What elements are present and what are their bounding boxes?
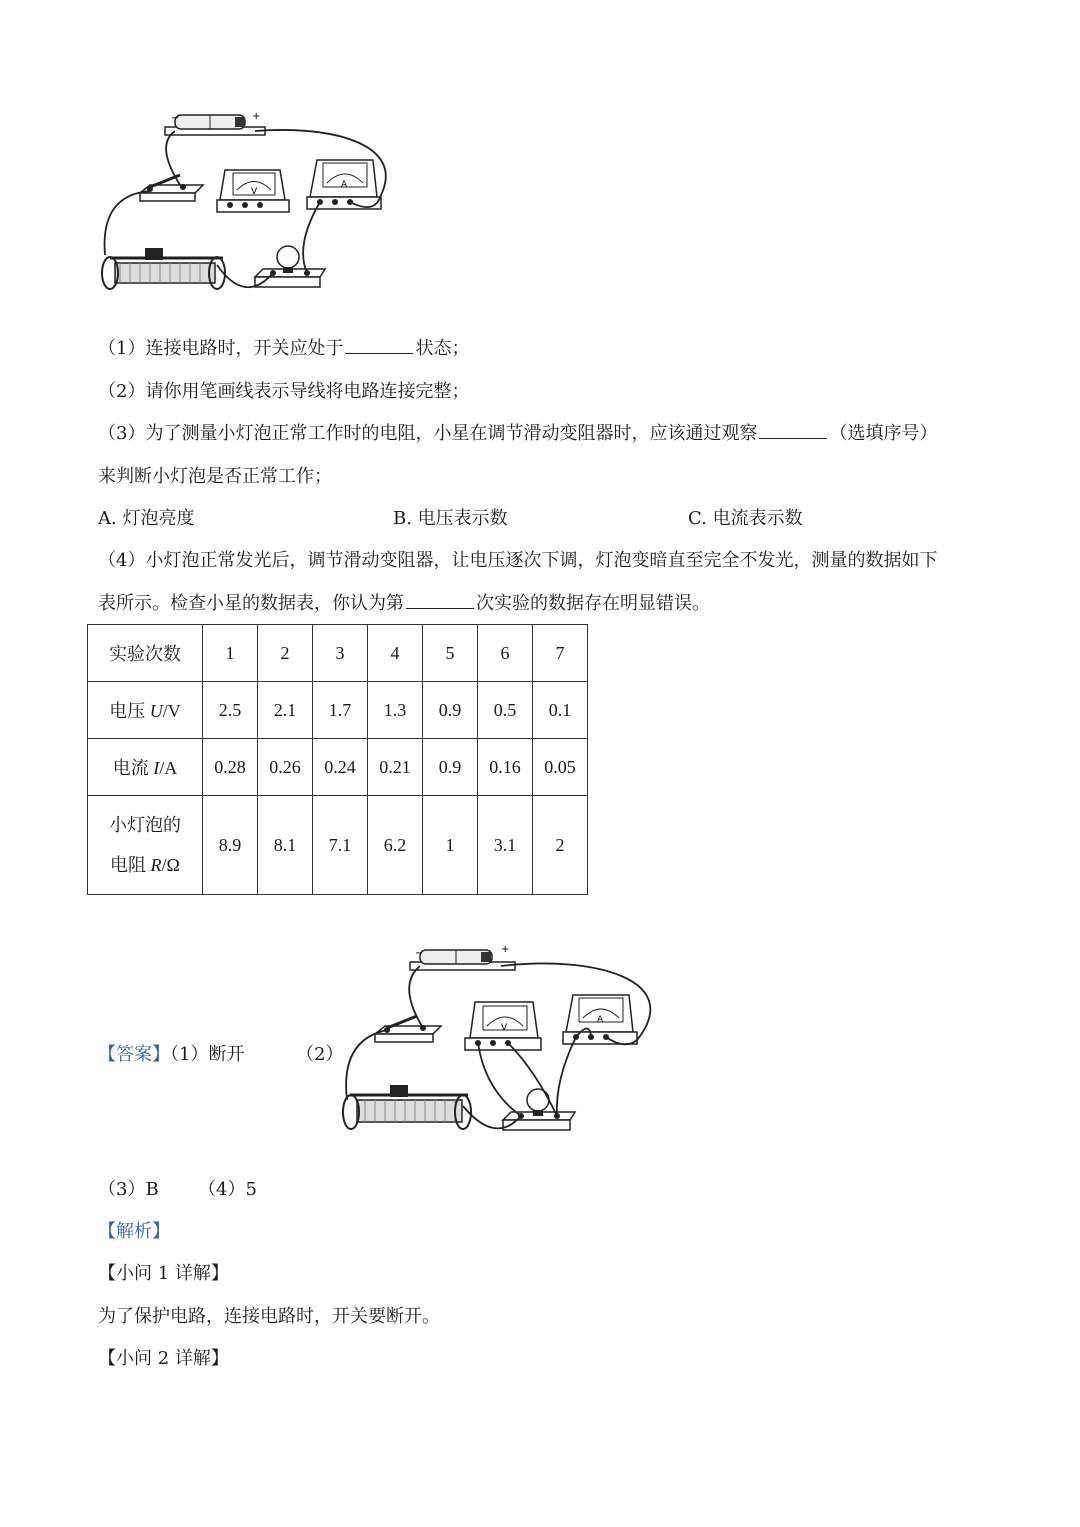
table-cell: 0.21	[368, 739, 423, 796]
table-row	[88, 739, 588, 796]
data-table	[87, 624, 588, 895]
q3-text-end: （选填序号）	[829, 423, 938, 444]
label-unit: /V	[162, 701, 181, 721]
q4-blank	[406, 607, 474, 609]
table-row	[88, 682, 588, 739]
label-unit: /Ω	[161, 855, 180, 875]
label-var: U	[149, 701, 163, 721]
question-1	[98, 334, 469, 360]
table-cell: 1.3	[368, 682, 423, 739]
switch-icon	[375, 1016, 441, 1042]
question-2: （2）请你用笔画线表示导线将电路连接完整；	[98, 381, 470, 402]
question-4: （4）小灯泡正常发光后，调节滑动变阻器，让电压逐次下调，灯泡变暗直至完全不发光，测量的数据如下	[98, 550, 938, 571]
table-cell: 2.1	[258, 682, 313, 739]
table-cell: 8.9	[203, 796, 258, 895]
table-cell: 1.7	[313, 682, 368, 739]
q3-blank	[759, 437, 827, 439]
table-cell: 7.1	[313, 796, 368, 895]
answer-tag: 【答案】	[98, 1044, 170, 1065]
q1-text-end: 状态；	[415, 338, 470, 359]
question-3-line2: 来判断小灯泡是否正常工作；	[98, 466, 332, 487]
sub1-title: 【小问 1 详解】	[98, 1263, 229, 1284]
q4-text: 表所示。检查小星的数据表，你认为第	[98, 593, 404, 614]
table-cell: 6.2	[368, 796, 423, 895]
table-cell: 3.1	[478, 796, 533, 895]
table-cell: 2	[258, 625, 313, 682]
option-b: B. 电压表示数	[393, 508, 508, 529]
circuit-diagram-question	[95, 105, 395, 310]
label-line1: 小灯泡的	[109, 815, 181, 835]
ammeter-icon	[563, 995, 637, 1044]
table-header-cell: 实验次数	[88, 625, 203, 682]
table-cell: 0.24	[313, 739, 368, 796]
label-var: I	[153, 758, 160, 778]
table-cell: 1	[423, 796, 478, 895]
label-var: R	[150, 855, 162, 875]
svg-text:A: A	[341, 180, 348, 190]
q3-text: （3）为了测量小灯泡正常工作时的电阻，小星在调节滑动变阻器时，应该通过观察	[98, 423, 758, 444]
table-cell: 0.9	[423, 739, 478, 796]
q1-text: （1）连接电路时，开关应处于	[98, 338, 344, 359]
table-row	[88, 625, 588, 682]
question-4-line2	[98, 589, 710, 615]
label-text: 电流	[112, 758, 154, 778]
battery-icon	[410, 944, 515, 970]
table-header-cell	[88, 682, 203, 739]
label-text: 电压	[109, 701, 150, 721]
answer-1: （1）断开	[170, 1044, 245, 1065]
ammeter-icon	[307, 160, 381, 209]
table-cell: 7	[533, 625, 588, 682]
table-row	[88, 796, 588, 895]
table-cell: 0.26	[258, 739, 313, 796]
q4-text-end: 次实验的数据存在明显错误。	[476, 593, 710, 614]
switch-icon	[140, 175, 203, 201]
table-cell: 3	[313, 625, 368, 682]
question-3	[98, 419, 937, 445]
table-cell: 4	[368, 625, 423, 682]
table-cell: 2.5	[203, 682, 258, 739]
svg-text:+: +	[501, 944, 510, 955]
voltmeter-icon	[465, 1002, 541, 1050]
table-cell: 0.5	[478, 682, 533, 739]
answer-2: （2）	[296, 1044, 344, 1065]
battery-icon	[165, 111, 265, 135]
answer-3: （3）B	[98, 1179, 159, 1200]
answer-4: （4）5	[198, 1179, 257, 1200]
table-cell: 1	[203, 625, 258, 682]
table-header-cell	[88, 739, 203, 796]
table-cell: 0.05	[533, 739, 588, 796]
table-cell: 0.16	[478, 739, 533, 796]
label-unit: /A	[159, 758, 178, 778]
option-c: C. 电流表示数	[688, 508, 803, 529]
analysis-tag: 【解析】	[98, 1221, 170, 1242]
circuit-diagram-answer	[335, 940, 680, 1155]
q1-blank	[345, 352, 413, 354]
table-cell: 6	[478, 625, 533, 682]
rheostat-icon	[102, 248, 225, 289]
svg-text:+: +	[252, 111, 261, 122]
table-cell: 5	[423, 625, 478, 682]
answer-line	[98, 1040, 244, 1066]
table-cell: 8.1	[258, 796, 313, 895]
svg-text:−: −	[415, 948, 424, 959]
svg-text:−: −	[171, 113, 180, 124]
table-cell: 0.28	[203, 739, 258, 796]
sub1-text: 为了保护电路，连接电路时，开关要断开。	[98, 1306, 440, 1327]
table-cell: 2	[533, 796, 588, 895]
voltmeter-icon	[217, 170, 289, 212]
table-cell: 0.9	[423, 682, 478, 739]
svg-text:V: V	[501, 1023, 508, 1033]
option-a: A. 灯泡亮度	[98, 508, 195, 529]
label-text: 电阻	[110, 855, 151, 875]
table-cell: 0.1	[533, 682, 588, 739]
svg-text:A: A	[597, 1015, 604, 1025]
sub2-title: 【小问 2 详解】	[98, 1348, 229, 1369]
svg-text:V: V	[251, 187, 258, 197]
rheostat-icon	[343, 1085, 471, 1129]
table-header-cell	[88, 796, 203, 895]
